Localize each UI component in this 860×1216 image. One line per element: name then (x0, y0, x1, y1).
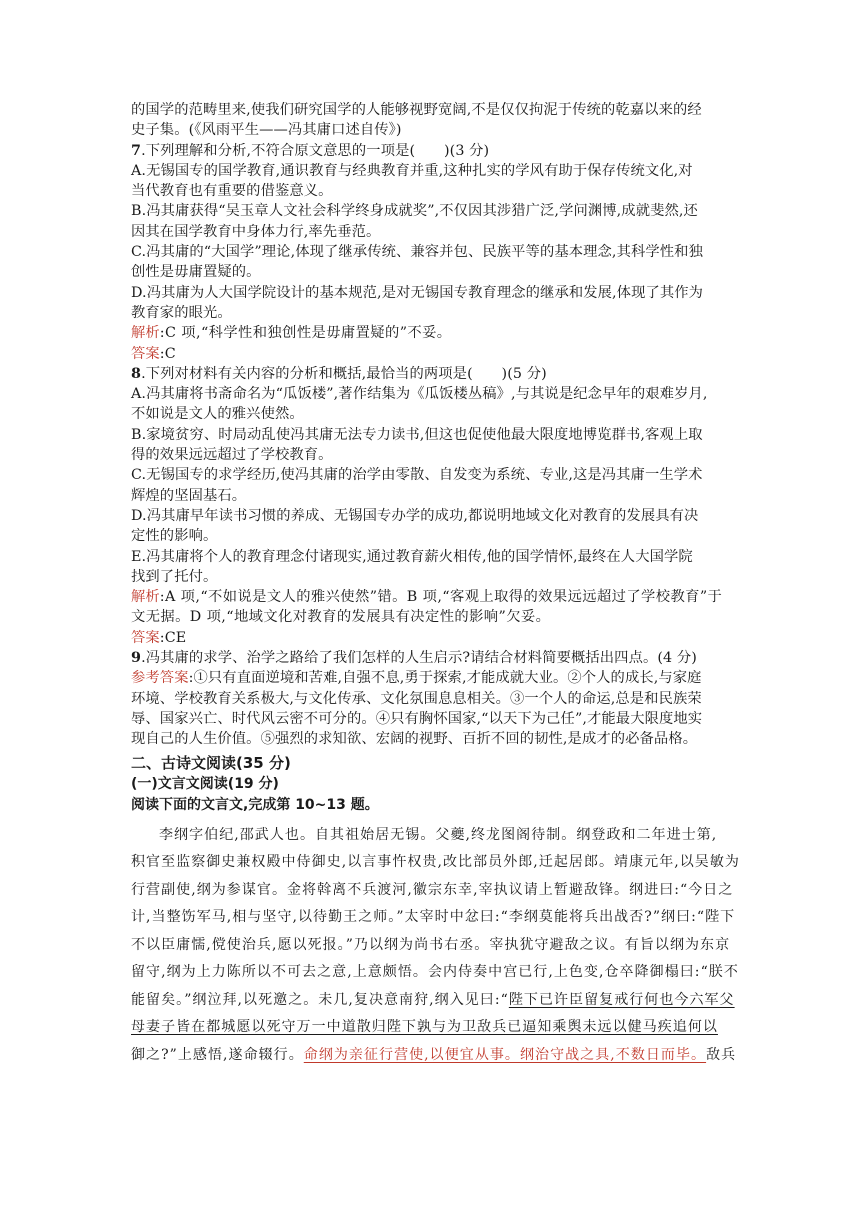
passage-line: 留守,纲为上力陈所以不可去之意,上意颇悟。会内侍奏中宫已行,上色变,仓卒降御榻曰:“朕不 (131, 964, 739, 980)
option-line: B.冯其庸获得“吴玉章人文社会科学终身成就奖”,不仅因其涉猎广泛,学问渊博,成就斐然,还 (131, 203, 698, 220)
passage-line: 计,当整饬军马,相与坚守,以待勤王之师。”太宰时中忿曰:“李纲莫能将兵出战否?”纲曰:“陛下 (131, 909, 736, 925)
option-line: 当代教育也有重要的借鉴意义。 (131, 183, 333, 200)
intro-line-1: 的国学的范畴里来,使我们研究国学的人能够视野宽阔,不是仅仅拘泥于传统的乾嘉以来的经 (131, 102, 702, 118)
question-7-stem: 7.下列理解和分析,不符合原文意思的一项是( )(3 分) (131, 142, 490, 159)
option-line: C.冯其庸的“大国学”理论,体现了继承传统、兼容并包、民族平等的基本理念,其科学性和独 (131, 244, 703, 261)
analysis-label: 解析 (131, 325, 160, 342)
question-number: 8 (131, 365, 142, 382)
option-line: A.冯其庸将书斋命名为“瓜饭楼”,著作结集为《瓜饭楼丛稿》,与其说是纪念早年的艰难岁月, (131, 386, 708, 403)
passage-line: 御之?”上感悟,遂命辍行。命纲为亲征行营使,以便宜从事。纲治守战之具,不数日而毕。敌兵 (131, 1046, 737, 1063)
question-8-stem: 8.下列对材料有关内容的分析和概括,最恰当的两项是( )(5 分) (131, 365, 547, 382)
analysis-line: 解析:A 项,“不如说是文人的雅兴使然”错。B 项,“客观上取得的效果远远超过了学校教育”于 (131, 589, 723, 606)
passage-line: 行营副使,纲为参谋官。金将斡离不兵渡河,徽宗东幸,宰执议请上暂避敌锋。纲进曰:“今日之 (131, 881, 734, 898)
underlined-sentence: 母妻子皆在都城愿以死守万一中道散归陛下孰与为卫敌兵已逼知乘舆未远以健马疾追何以 (131, 1019, 718, 1035)
document-page (131, 100, 740, 1069)
subsection-title: (一)文言文阅读(19 分) (131, 775, 279, 792)
passage-line: 李纲字伯纪,邵武人也。自其祖始居无锡。父夔,终龙图阁待制。纲登政和二年进士第, (159, 826, 718, 843)
option-line: C.无锡国专的求学经历,使冯其庸的治学由零散、自发变为系统、专业,这是冯其庸一生学术 (131, 467, 703, 484)
option-line: A.无锡国专的国学教育,通识教育与经典教育并重,这种扎实的学风有助于保存传统文化,对 (131, 162, 693, 179)
option-line: D.冯其庸早年读书习惯的养成、无锡国专办学的成功,都说明地域文化对教育的发展具有决 (131, 507, 699, 524)
option-line: 因其在国学教育中身体力行,率先垂范。 (131, 223, 381, 240)
answer-label: 答案 (131, 629, 160, 646)
question-number: 9 (131, 650, 142, 667)
question-9-stem: 9.冯其庸的求学、治学之路给了我们怎样的人生启示?请结合材料简要概括出四点。(4 分) (131, 650, 697, 667)
reference-answer-line: 现自己的人生价值。⑤强烈的求知欲、宏阔的视野、百折不回的韧性,是成才的必备品格。 (131, 731, 698, 748)
option-line: 创性是毋庸置疑的。 (131, 264, 261, 281)
passage-line (131, 1014, 731, 1042)
answer-line: 答案:C (131, 345, 176, 362)
section-instruction: 阅读下面的文言文,完成第 10~13 题。 (131, 796, 379, 813)
passage-line: 能留矣。”纲泣拜,以死邀之。未几,复决意南狩,纲入见曰:“陛下已许臣留复戒行何也今六军父 (131, 991, 735, 1008)
section-title: 二、古诗文阅读(35 分) (131, 753, 291, 772)
option-line: 教育家的眼光。 (131, 304, 232, 321)
classical-passage (131, 822, 740, 1070)
passage-line: 不以臣庸懦,傥使治兵,愿以死报。”乃以纲为尚书右丞。宰执犹守避敌之议。有旨以纲为东京 (131, 936, 731, 953)
option-line: 找到了托付。 (131, 568, 218, 585)
reference-answer-line: 参考答案:①只有直面逆境和苦难,自强不息,勇于探索,才能成就大业。②个人的成长,与家庭 (131, 670, 702, 687)
analysis-label: 解析 (131, 589, 160, 606)
answer-label: 答案 (131, 345, 160, 362)
analysis-line: 解析:C 项,“科学性和独创性是毋庸置疑的”不妥。 (131, 325, 452, 342)
analysis-line: 文无据。D 项,“地域文化对教育的发展具有决定性的影响”欠妥。 (131, 609, 551, 626)
highlighted-sentence: 命纲为亲征行营使,以便宜从事。纲治守战之具,不数日而毕。 (303, 1046, 707, 1063)
reference-answer-line: 环境、学校教育关系极大,与文化传承、文化氛围息息相关。③一个人的命运,总是和民族荣 (131, 690, 702, 707)
passage-line: 积官至监察御史兼权殿中侍御史,以言事忤权贵,改比部员外郎,迁起居郎。靖康元年,以吴敏为 (131, 854, 740, 870)
option-line: D.冯其庸为人大国学院设计的基本规范,是对无锡国专教育理念的继承和发展,体现了其作为 (131, 284, 704, 301)
answer-line: 答案:CE (131, 629, 187, 646)
underlined-sentence: 陛下已许臣留复戒行何也今六军父 (508, 991, 735, 1008)
intro-line-2: 史子集。(《风雨平生——冯其庸口述自传》) (131, 122, 402, 139)
option-line: B.家境贫穷、时局动乱使冯其庸无法专力读书,但这也促使他最大限度地博览群书,客观上取 (131, 426, 703, 443)
option-line: 不如说是文人的雅兴使然。 (131, 406, 304, 423)
question-number: 7 (131, 142, 142, 159)
option-line: 辉煌的坚固基石。 (131, 487, 247, 504)
option-line: E.冯其庸将个人的教育理念付诸现实,通过教育薪火相传,他的国学情怀,最终在人大国学院 (131, 548, 693, 565)
reference-answer-label: 参考答案 (131, 670, 189, 687)
option-line: 定性的影响。 (131, 528, 218, 545)
option-line: 得的效果远远超过了学校教育。 (131, 447, 333, 464)
reference-answer-line: 辱、国家兴亡、时代风云密不可分的。④只有胸怀国家,“以天下为己任”,才能最大限度地实 (131, 710, 703, 727)
